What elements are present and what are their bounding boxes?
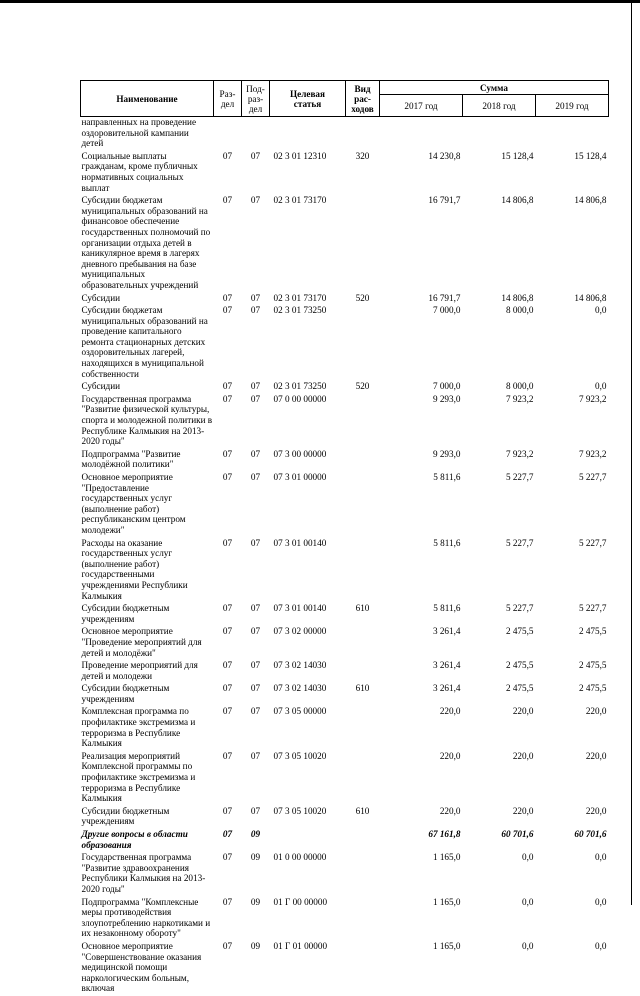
row-razdel: 07 — [222, 805, 233, 816]
row-name: Основное мероприятие "Совершенствование оказания медицинской помощи наркологическим больным, включая — [81, 940, 202, 994]
row-razdel: 07 — [222, 292, 233, 303]
row-2017: 220,0 — [439, 805, 461, 816]
row-razdel: 07 — [222, 683, 233, 694]
row-podrazdel: 07 — [250, 603, 261, 614]
row-name: Подпрограмма "Комплексные меры противодействия злоупотреблению наркотиками и их незаконному обороту" — [81, 896, 211, 939]
row-2017: 220,0 — [439, 706, 461, 717]
row-name: Реализация мероприятий Комплексной программы по профилактике экстремизма и терроризма в Республике Калмыкия — [81, 750, 196, 804]
row-name: Проведение мероприятий для детей и молодежи — [81, 660, 198, 681]
table-row — [81, 626, 609, 660]
row-podrazdel: 07 — [250, 626, 261, 637]
row-podrazdel: 07 — [250, 660, 261, 671]
row-2017 — [380, 117, 463, 151]
page-top-border — [0, 0, 640, 3]
row-2018 — [463, 117, 536, 151]
row-podrazdel: 07 — [250, 195, 261, 206]
row-razdel: 07 — [222, 940, 233, 951]
row-2018: 0,0 — [522, 896, 534, 907]
row-2019: 14 806,8 — [574, 292, 607, 303]
row-2017: 16 791,7 — [428, 195, 461, 206]
row-2018: 5 227,7 — [505, 537, 534, 548]
row-target: 07 3 01 00140 — [273, 537, 327, 548]
row-2019: 0,0 — [595, 896, 607, 907]
row-2019: 2 475,5 — [578, 660, 607, 671]
header-target: Целевая статья — [270, 81, 346, 117]
table-row — [81, 538, 609, 604]
row-2018: 220,0 — [512, 706, 534, 717]
row-2019: 2 475,5 — [578, 683, 607, 694]
row-2019: 5 227,7 — [578, 537, 607, 548]
row-2017: 5 811,6 — [433, 603, 461, 614]
row-name: Субсидии — [81, 292, 121, 303]
table-row — [81, 941, 609, 996]
row-name: Комплексная программа по профилактике экстремизма и терроризма в Республике Калмыкия — [81, 706, 196, 749]
row-2019: 220,0 — [585, 706, 607, 717]
row-2019: 5 227,7 — [578, 603, 607, 614]
row-vid — [346, 305, 380, 381]
row-2018: 5 227,7 — [505, 603, 534, 614]
row-podrazdel: 09 — [250, 940, 261, 951]
row-vid — [346, 394, 380, 449]
row-2019: 7 923,2 — [578, 448, 607, 459]
row-target: 07 3 02 14030 — [273, 683, 327, 694]
row-2017: 1 165,0 — [432, 896, 461, 907]
row-vid — [346, 751, 380, 806]
row-2019: 220,0 — [585, 805, 607, 816]
row-vid: 610 — [355, 805, 370, 816]
row-target: 02 3 01 73170 — [273, 292, 327, 303]
row-2017: 1 165,0 — [432, 852, 461, 863]
row-razdel: 07 — [222, 537, 233, 548]
row-vid — [346, 897, 380, 941]
row-2019: 15 128,4 — [574, 150, 607, 161]
row-vid — [346, 660, 380, 683]
row-2017: 3 261,4 — [432, 683, 461, 694]
row-name: Государственная программа "Развитие здравоохранения Республики Калмыкия на 2013-2020 годы" — [81, 852, 206, 894]
table-row — [81, 806, 609, 829]
row-podrazdel: 07 — [250, 448, 261, 459]
row-podrazdel: 07 — [250, 381, 261, 392]
row-2017: 1 165,0 — [432, 940, 461, 951]
row-2019: 14 806,8 — [574, 195, 607, 206]
row-razdel: 07 — [222, 706, 233, 717]
row-podrazdel: 07 — [250, 750, 261, 761]
row-2019: 0,0 — [595, 305, 607, 316]
table-row — [81, 305, 609, 381]
row-podrazdel: 07 — [250, 706, 261, 717]
header-vid: Вид рас- ходов — [346, 81, 380, 117]
row-2018: 15 128,4 — [501, 150, 534, 161]
row-2018: 2 475,5 — [505, 626, 534, 637]
row-2019: 220,0 — [585, 750, 607, 761]
row-2019 — [536, 117, 609, 151]
row-2019: 7 923,2 — [578, 393, 607, 404]
row-2017: 5 811,6 — [433, 537, 461, 548]
row-2017: 9 293,0 — [432, 448, 461, 459]
table-row — [81, 151, 609, 195]
row-2018: 220,0 — [512, 750, 534, 761]
row-podrazdel: 07 — [250, 305, 261, 316]
row-2017: 9 293,0 — [432, 393, 461, 404]
row-podrazdel: 07 — [250, 683, 261, 694]
row-2017: 5 811,6 — [433, 472, 461, 482]
table-body — [81, 117, 609, 996]
header-podrazdel: Под- раз- дел — [242, 81, 270, 117]
row-2017: 7 000,0 — [432, 305, 461, 316]
row-podrazdel: 09 — [250, 896, 261, 907]
row-vid — [346, 829, 380, 852]
row-podrazdel: 07 — [250, 393, 261, 404]
row-2018: 2 475,5 — [505, 660, 534, 671]
row-target: 07 3 02 14030 — [273, 660, 327, 671]
row-razdel: 07 — [222, 660, 233, 671]
row-name: Субсидии бюджетам муниципальных образований на проведение капитального ремонта стационарных детских оздоровительных лагерей, находящихся в муниципальной собственности — [81, 305, 208, 379]
row-name: Основное мероприятие "Проведение мероприятий для детей и молодёжи" — [81, 626, 202, 658]
row-2019: 0,0 — [595, 940, 607, 951]
row-2017: 67 161,8 — [428, 829, 461, 839]
row-target — [270, 117, 346, 151]
row-2018: 0,0 — [522, 852, 534, 863]
row-name: направленных на проведение оздоровительной кампании детей — [81, 117, 197, 149]
row-name: Субсидии — [81, 381, 121, 392]
row-razdel: 07 — [222, 305, 233, 316]
row-target: 07 3 01 00000 — [273, 472, 327, 482]
table-row — [81, 683, 609, 706]
header-2019: 2019 год — [536, 95, 609, 117]
row-vid — [346, 538, 380, 604]
row-razdel: 07 — [222, 150, 233, 161]
row-razdel: 07 — [222, 750, 233, 761]
row-2017: 16 791,7 — [428, 292, 461, 303]
row-target: 01 Г 00 00000 — [273, 896, 328, 907]
budget-table — [80, 80, 609, 996]
row-target: 02 3 01 12310 — [273, 150, 327, 161]
header-summa: Сумма — [380, 81, 609, 95]
row-2019: 2 475,5 — [578, 626, 607, 637]
row-2019: 0,0 — [595, 852, 607, 863]
table-row — [81, 381, 609, 394]
row-name: Субсидии бюджетным учреждениям — [81, 805, 170, 827]
table-row — [81, 394, 609, 449]
row-podrazdel: 09 — [250, 852, 261, 863]
table-row — [81, 117, 609, 151]
row-podrazdel — [242, 117, 270, 151]
row-2018: 8 000,0 — [505, 305, 534, 316]
row-vid: 520 — [355, 292, 370, 303]
row-target: 07 0 00 00000 — [273, 393, 327, 404]
row-razdel: 07 — [222, 472, 233, 482]
row-target: 07 3 00 00000 — [273, 448, 327, 459]
header-2017: 2017 год — [380, 95, 463, 117]
table-row — [81, 829, 609, 852]
table-row — [81, 897, 609, 941]
row-2017: 220,0 — [439, 750, 461, 761]
row-name: Субсидии бюджетным учреждениям — [81, 603, 170, 624]
row-target: 02 3 01 73250 — [273, 305, 327, 316]
row-target: 07 3 01 00140 — [273, 603, 327, 614]
row-2018: 220,0 — [512, 805, 534, 816]
row-vid — [346, 706, 380, 750]
row-vid: 610 — [355, 603, 370, 614]
header-2018: 2018 год — [463, 95, 536, 117]
row-2018: 7 923,2 — [505, 448, 534, 459]
table-row — [81, 603, 609, 626]
row-podrazdel: 07 — [250, 805, 261, 816]
row-2018: 2 475,5 — [505, 683, 534, 694]
table-row — [81, 195, 609, 292]
row-name: Основное мероприятие "Предоставление государственных услуг (выполнение работ) республиканским центром молодежи" — [81, 472, 186, 535]
table-row — [81, 293, 609, 306]
row-name: Субсидии бюджетам муниципальных образований на финансовое обеспечение государственных полномочий по организации отдыха детей в каникулярное время в лагерях дневного пребывания на базе муниципальных образовательных учреждений — [81, 195, 211, 290]
row-podrazdel: 07 — [250, 292, 261, 303]
row-razdel: 07 — [222, 626, 233, 637]
row-2018: 7 923,2 — [505, 393, 534, 404]
row-vid — [346, 472, 380, 538]
row-razdel: 07 — [222, 896, 233, 907]
row-target: 07 3 05 10020 — [273, 805, 327, 816]
row-vid — [346, 449, 380, 472]
row-name: Субсидии бюджетным учреждениям — [81, 683, 170, 704]
row-2017: 14 230,8 — [428, 150, 461, 161]
row-target: 07 3 02 00000 — [273, 626, 327, 637]
header-name: Наименование — [81, 81, 214, 117]
row-2018: 5 227,7 — [505, 472, 534, 482]
row-2018: 0,0 — [522, 940, 534, 951]
table-row — [81, 449, 609, 472]
row-podrazdel: 07 — [250, 537, 261, 548]
row-2018: 8 000,0 — [505, 381, 534, 392]
table-row — [81, 660, 609, 683]
row-2019: 0,0 — [595, 381, 607, 392]
row-2018: 60 701,6 — [501, 829, 534, 839]
row-2019: 5 227,7 — [578, 472, 607, 482]
row-2019: 60 701,6 — [574, 829, 607, 839]
row-razdel: 07 — [222, 603, 233, 614]
row-target: 02 3 01 73170 — [273, 195, 327, 206]
row-podrazdel: 07 — [250, 150, 261, 161]
row-name: Социальные выплаты гражданам, кроме публичных нормативных социальных выплат — [81, 150, 198, 193]
row-vid: 610 — [355, 683, 370, 694]
row-vid — [346, 117, 380, 151]
row-razdel — [214, 117, 242, 151]
table-row — [81, 852, 609, 896]
table-row — [81, 472, 609, 538]
row-vid: 520 — [355, 381, 370, 392]
table-row — [81, 751, 609, 806]
row-vid: 320 — [355, 150, 370, 161]
row-podrazdel: 09 — [250, 829, 261, 839]
row-2018: 14 806,8 — [501, 195, 534, 206]
row-razdel: 07 — [222, 852, 233, 863]
row-target: 01 0 00 00000 — [273, 852, 327, 863]
row-target: 07 3 05 10020 — [273, 750, 327, 761]
page-right-border — [631, 0, 632, 905]
row-vid — [346, 626, 380, 660]
row-target: 01 Г 01 00000 — [273, 940, 328, 951]
row-razdel: 07 — [222, 393, 233, 404]
row-target: 07 3 05 00000 — [273, 706, 327, 717]
header-razdel: Раз- дел — [214, 81, 242, 117]
row-2017: 7 000,0 — [432, 381, 461, 392]
row-target: 02 3 01 73250 — [273, 381, 327, 392]
row-name: Государственная программа "Развитие физической культуры, спорта и молодежной политики в Республике Калмыкия на 2013-2020 годы" — [81, 393, 213, 447]
row-podrazdel: 07 — [250, 472, 261, 482]
row-name: Расходы на оказание государственных услуг (выполнение работ) государственными учреждениями Республики Калмыкия — [81, 537, 188, 601]
row-razdel: 07 — [222, 381, 233, 392]
row-vid — [346, 852, 380, 896]
row-target — [270, 829, 346, 852]
row-2018: 14 806,8 — [501, 292, 534, 303]
row-razdel: 07 — [222, 448, 233, 459]
row-razdel: 07 — [222, 195, 233, 206]
row-2017: 3 261,4 — [432, 626, 461, 637]
row-vid — [346, 195, 380, 292]
row-name: Подпрограмма "Развитие молодёжной политики" — [81, 448, 181, 470]
row-name: Другие вопросы в области образования — [81, 829, 188, 850]
row-2017: 3 261,4 — [432, 660, 461, 671]
table-row — [81, 706, 609, 750]
row-vid — [346, 941, 380, 996]
row-razdel: 07 — [222, 829, 233, 839]
